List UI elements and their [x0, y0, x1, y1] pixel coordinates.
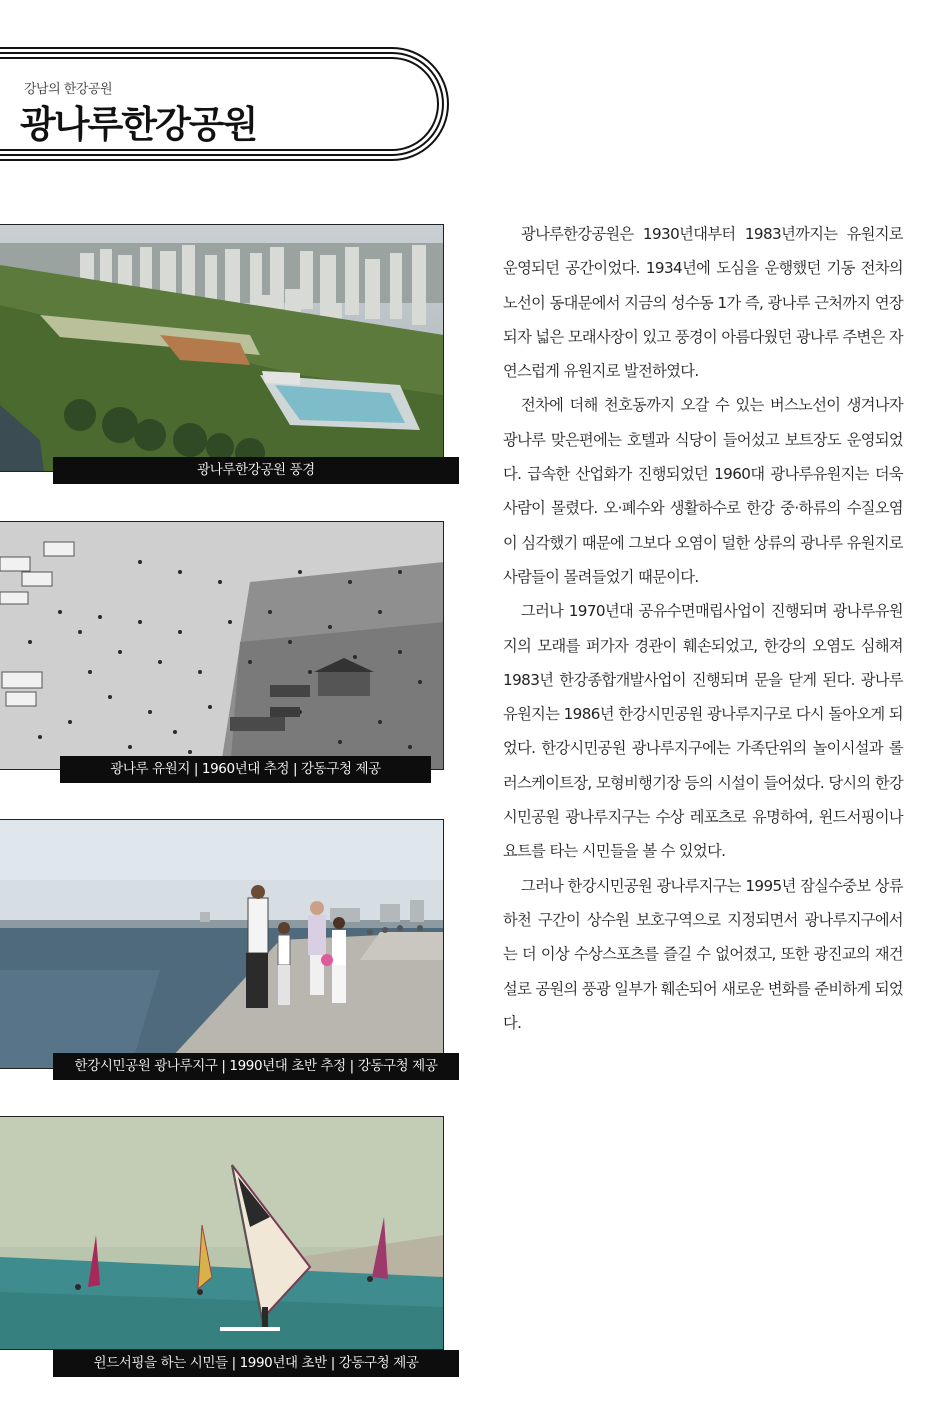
article-paragraph: 광나루한강공원은 1930년대부터 1983년까지는 유원지로 운영되던 공간이었다. 1934년에 도심을 운행했던 기동 전차의 노선이 동대문에서 지금의 성수동 1가 즉, 광나루 근처까지 연장되자 넓은 모래사장이 있고 풍경이 아름다웠던 광나루 주변은 자연스럽게 유원지로 발전하였다. [503, 225, 903, 381]
windsurfing-image [0, 1117, 444, 1350]
page-title: 광나루한강공원 [20, 103, 257, 146]
article-paragraph: 그러나 한강시민공원 광나루지구는 1995년 잠실수중보 상류 하천 구간이 상수원 보호구역으로 지정되면서 광나루지구에서는 더 이상 수상스포츠를 즐길 수 없어졌고, 또한 광진교의 재건설로 공원의 풍광 일부가 훼손되어 새로운 변화를 준비하게 되었다. [503, 876, 903, 1032]
park-aerial-image [0, 225, 444, 472]
photo-caption-riverbank: 한강시민공원 광나루지구 | 1990년대 초반 추정 | 강동구청 제공 [53, 1053, 459, 1080]
page-subtitle: 강남의 한강공원 [24, 82, 113, 97]
photo-riverbank-1990s [0, 819, 444, 1069]
article-paragraph: 그러나 1970년대 공유수면매립사업이 진행되며 광나루유원지의 모래를 퍼가자 경관이 훼손되었고, 한강의 오염도 심해져 1983년 한강종합개발사업이 진행되며 문을 닫게 된다. 광나루 유원지는 1986년 한강시민공원 광나루지구로 다시 돌아오게 되었다. 한강시민공원 광나루지구에는 가족단위의 놀이시설과 롤러스케이트장, 모형비행기장 등의 시설이 들어섰다. 당시의 한강시민공원 광나루지구는 수상 레포츠로 유명하여, 윈드서핑이나 요트를 타는 시민들을 볼 수 있었다. [503, 602, 903, 861]
photo-beach-1960s [0, 521, 444, 770]
riverbank-1990s-image [0, 820, 444, 1069]
article-paragraph: 전차에 더해 천호동까지 오갈 수 있는 버스노선이 생겨나자 광나루 맞은편에는 호텔과 식당이 들어섰고 보트장도 운영되었다. 급속한 산업화가 진행되었던 1960대 광나루유원지는 더욱 사람이 몰렸다. 오·폐수와 생활하수로 한강 중·하류의 수질오염이 심각했기 때문에 그보다 오염이 덜한 상류의 광나루 유원지로 사람들이 몰려들었기 때문이다. [503, 396, 903, 586]
photo-caption-windsurfing: 윈드서핑을 하는 시민들 | 1990년대 초반 | 강동구청 제공 [53, 1350, 459, 1377]
article-body [503, 217, 903, 1040]
photo-caption-beach: 광나루 유원지 | 1960년대 추정 | 강동구청 제공 [60, 756, 431, 783]
photo-park-aerial [0, 224, 444, 472]
beach-1960s-image [0, 522, 444, 770]
photo-windsurfing [0, 1116, 444, 1350]
photo-caption-park: 광나루한강공원 풍경 [53, 457, 459, 484]
